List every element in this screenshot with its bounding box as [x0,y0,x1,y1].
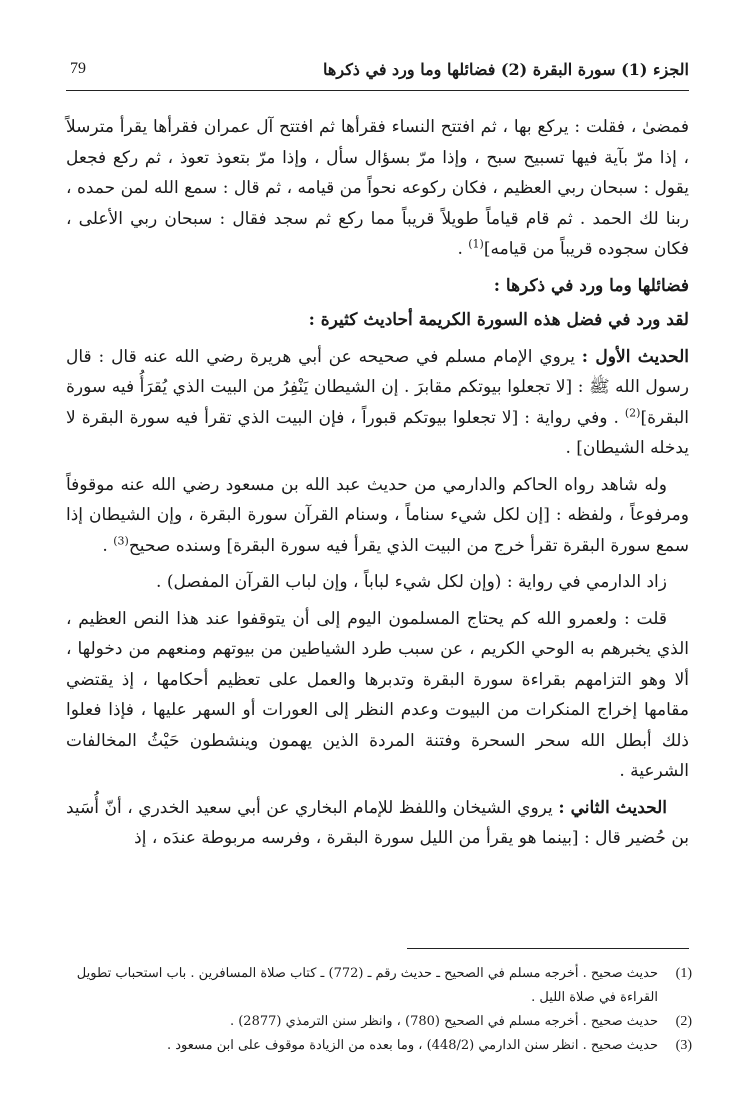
paragraph-commentary: قلت : ولعمرو الله كم يحتاج المسلمون اليوم إلى أن يتوقفوا عند هذا النص العظيم ، الذي يخبرهم به الوحي الكريم ، عن سبب طرد الشياطين من بيوتهم ومنعهم من دخولها ، ألا وهو التزامهم بقراءة سورة البقرة وتدبرها والعمل على تعظيم أحكامها ، إذ يقتضي مقامها إخراج المنكرات من البيوت وعدم النظر إلى العورات أو السهر عليها ، فإذا فعلوا ذلك أبطل الله سحر السحرة وفتنة المردة الذين يهمون وينشطون حَيْثُ المخالفات الشرعية . [66,608,689,781]
header-title: الجزء (1) سورة البقرة (2) فضائلها وما ورد في ذكرها [323,60,689,79]
supporting-narration-end: . [102,535,114,556]
footnote-text: حديث صحيح . انظر سنن الدارمي (448/2) ، وما بعده من الزيادة موقوف على ابن مسعود . [166,1038,658,1053]
footnote-item [66,1034,692,1058]
paragraph-text: فمضىٰ ، فقلت : يركع بها ، ثم افتتح النساء فقرأها ثم افتتح آل عمران فقرأها يقرأ مترسلاً ، إذا مرّ بآية فيها تسبيح سبح ، وإذا مرّ بسؤال سأل ، وإذا مرّ بتعوذ تعوذ ، ثم ركع فجعل يقول : سبحان ربي العظيم ، فكان ركوعه نحواً من قيامه ، ثم قال : سمع الله لمن حمده ، ربنا لك الحمد . ثم قام قياماً طويلاً قريباً مما ركع ثم سجد فقال : سبحان ربي الأعلى ، فكان سجوده قريباً من قيامه] [66,117,689,259]
hadith-one-label: الحديث الأول : [581,346,689,367]
paragraph-hadith-one [66,342,689,464]
footnote-ref-3: (3) [113,533,129,547]
paragraph-darimi-addition: زاد الدارمي في رواية : (وإن لكل شيء لباباً ، وإن لباب القرآن المفصل) . [156,572,667,592]
footnote-number: (1) [675,966,692,981]
running-header [66,58,689,91]
paragraph-end: . [457,239,469,259]
hadith-one-text: يروي الإمام مسلم في صحيحه عن أبي هريرة رضي الله عنه قال : قال رسول الله ﷺ : [لا تجعلوا بيوتكم مقابرَ . إن الشيطان يَنْفِرُ من البيت الذي يُقرَأُ فيه سورة البقرة] [66,346,689,428]
footnote-ref-2: (2) [624,405,641,419]
footnote-separator [407,948,689,949]
footnotes [66,962,692,1058]
page-number: 79 [70,60,86,77]
paragraph-prayer-description [66,112,689,265]
footnote-text: حديث صحيح . أخرجه مسلم في الصحيح ـ حديث رقم ـ (772) ـ كتاب صلاة المسافرين . باب استحباب تطويل القراءة في صلاة الليل . [76,966,658,1005]
footnote-number: (3) [675,1038,692,1053]
main-text [66,112,689,854]
hadith-two-text: يروي الشيخان واللفظ للإمام البخاري عن أبي سعيد الخدري ، أنّ أُسَيد بن حُضير قال : [بينما هو يقرأ من الليل سورة البقرة ، وفرسه مربوطة عندَه ، إذ [66,797,689,848]
paragraph-supporting-narration [66,470,689,562]
footnote-ref-1: (1) [468,237,484,251]
hadith-one-variant: . وفي رواية : [لا تجعلوا بيوتكم قبوراً ، فإن البيت الذي تقرأ فيه سورة البقرة لا يدخله الشيطان] . [66,407,689,458]
section-heading-virtues: فضائلها وما ورد في ذكرها : [493,275,689,296]
footnote-item [66,1010,692,1034]
footnote-item [66,962,692,1010]
footnote-number: (2) [675,1014,692,1029]
hadith-two-label: الحديث الثاني : [558,797,668,818]
paragraph-hadith-two [66,793,689,854]
supporting-narration-text: وله شاهد رواه الحاكم والدارمي من حديث عبد الله بن مسعود رضي الله عنه موقوفاً ومرفوعاً ، ولفظه : [إن لكل شيء سناماً ، وسنام القرآن سورة البقرة ، وإن الشيطان إذا سمع سورة البقرة تقرأ خرج من البيت الذي يقرأ فيه سورة البقرة] وسنده صحيح [66,474,689,556]
footnote-text: حديث صحيح . أخرجه مسلم في الصحيح (780) ، وانظر سنن الترمذي (2877) . [229,1014,658,1029]
section-subheading-hadiths: لقد ورد في فضل هذه السورة الكريمة أحاديث كثيرة : [308,310,689,330]
